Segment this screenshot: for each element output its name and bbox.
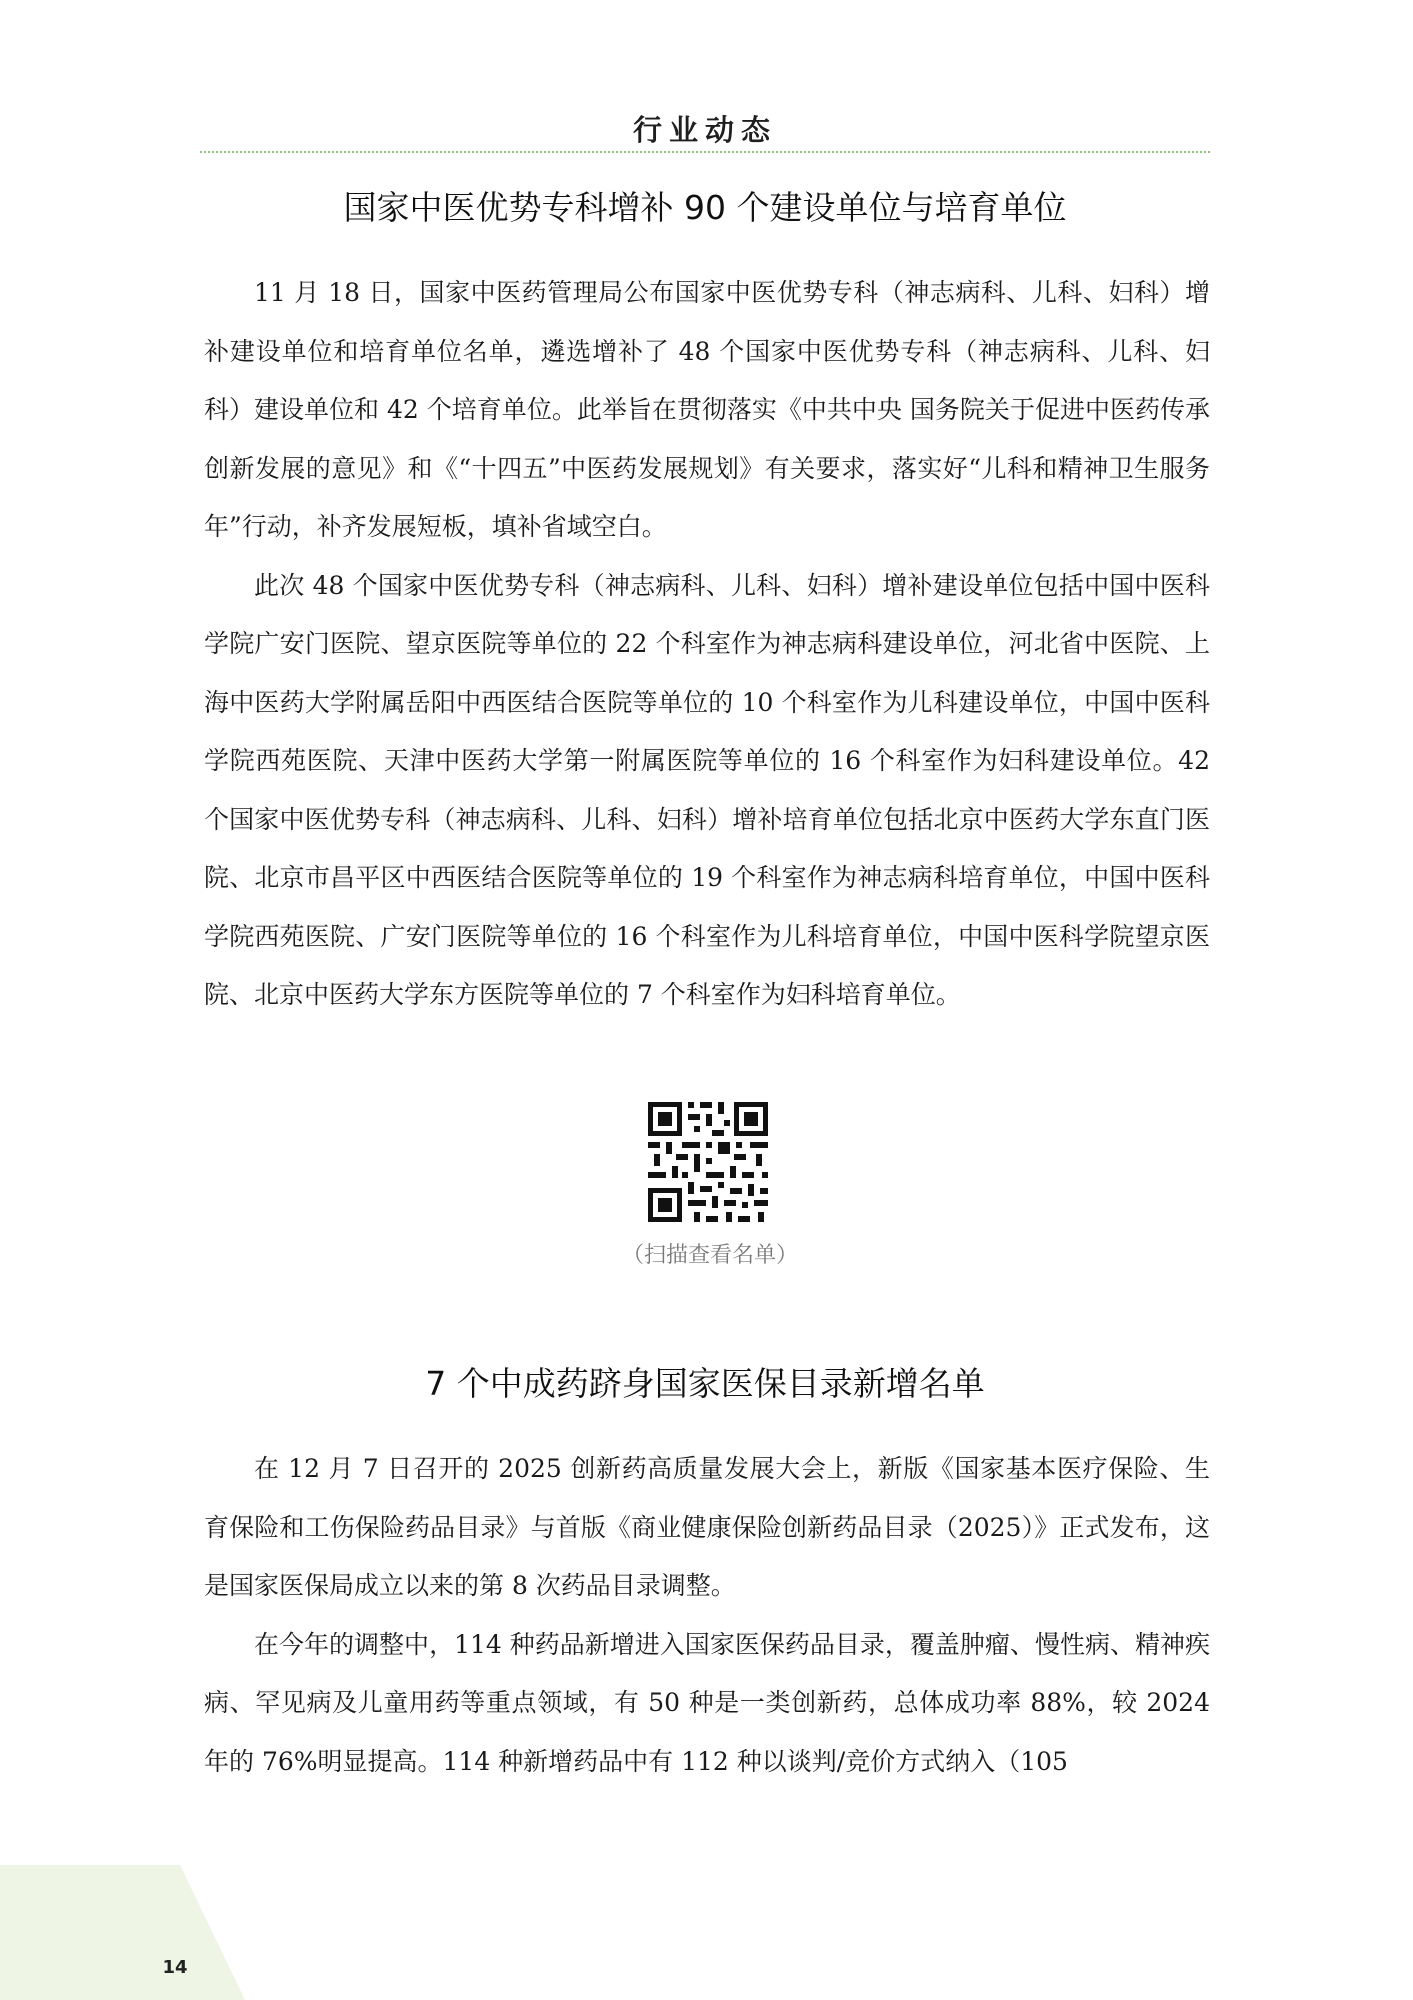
article-2-body (204, 1440, 1210, 1791)
qr-caption: （扫描查看名单） (621, 1243, 798, 1268)
article-2-title: 7 个中成药跻身国家医保目录新增名单 (425, 1364, 985, 1403)
article-2-paragraph-2: 在今年的调整中，114 种药品新增进入国家医保药品目录，覆盖肿瘤、慢性病、精神疾病、罕见病及儿童用药等重点领域，有 50 种是一类创新药，总体成功率 88%，较 2024 年的 76%明显提高。114 种新增药品中有 112 种以谈判/竞价方式纳入（105 (204, 1629, 1210, 1776)
page-corner-decoration (0, 1865, 245, 2000)
section-header: 行业动态 (632, 113, 777, 147)
qr-code-icon (646, 1100, 770, 1224)
article-1-paragraph-2: 此次 48 个国家中医优势专科（神志病科、儿科、妇科）增补建设单位包括中国中医科学院广安门医院、望京医院等单位的 22 个科室作为神志病科建设单位，河北省中医院、上海中医药大学附属岳阳中西医结合医院等单位的 10 个科室作为儿科建设单位，中国中医科学院西苑医院、天津中医药大学第一附属医院等单位的 16 个科室作为妇科建设单位。42 个国家中医优势专科（神志病科、儿科、妇科）增补培育单位包括北京中医药大学东直门医院、北京市昌平区中西医结合医院等单位的 19 个科室作为神志病科培育单位，中国中医科学院西苑医院、广安门医院等单位的 16 个科室作为儿科培育单位，中国中医科学院望京医院、北京中医药大学东方医院等单位的 7 个科室作为妇科培育单位。 (204, 570, 1210, 1009)
article-1-title: 国家中医优势专科增补 90 个建设单位与培育单位 (343, 188, 1067, 227)
article-1-paragraph-1: 11 月 18 日，国家中医药管理局公布国家中医优势专科（神志病科、儿科、妇科）增补建设单位和培育单位名单，遴选增补了 48 个国家中医优势专科（神志病科、儿科、妇科）建设单位和 42 个培育单位。此举旨在贯彻落实《中共中央 国务院关于促进中医药传承创新发展的意见》和《“十四五”中医药发展规划》有关要求，落实好“儿科和精神卫生服务年”行动，补齐发展短板，填补省域空白。 (204, 278, 1210, 541)
header-divider (200, 151, 1210, 153)
page-number: 14 (162, 1957, 188, 1978)
article-1-body (204, 264, 1210, 1025)
article-2-paragraph-1: 在 12 月 7 日召开的 2025 创新药高质量发展大会上，新版《国家基本医疗保险、生育保险和工伤保险药品目录》与首版《商业健康保险创新药品目录（2025）》正式发布，这是国家医保局成立以来的第 8 次药品目录调整。 (204, 1454, 1210, 1600)
